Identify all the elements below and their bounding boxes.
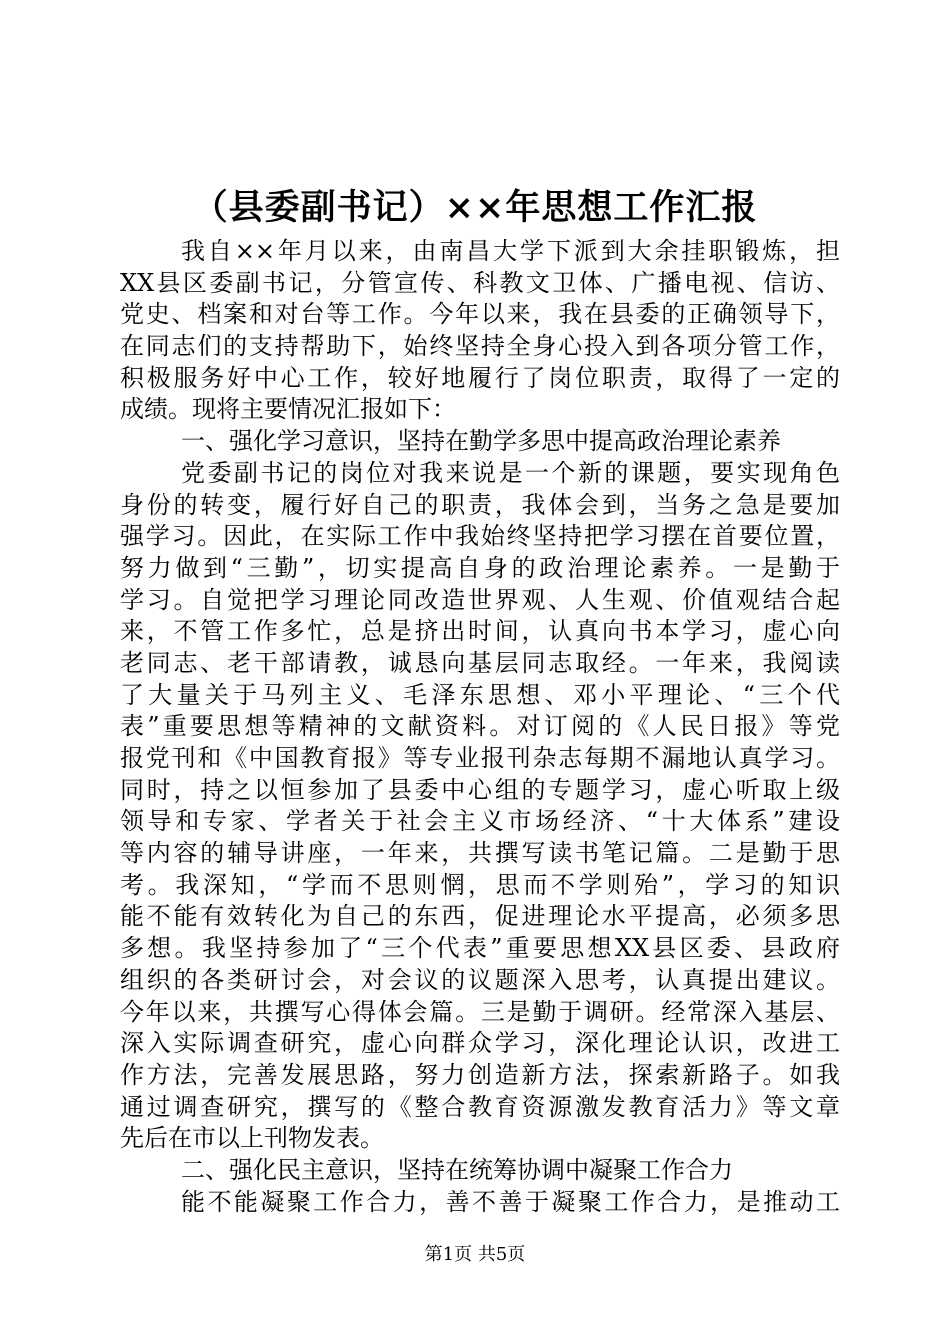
section-heading: 一、强化学习意识，坚持在勤学多思中提高政治理论素养 [181, 427, 781, 456]
paragraph-line: 来，不管工作多忙，总是挤出时间，认真向书本学习，虚心向 [120, 617, 840, 646]
paragraph-line: 学习。自觉把学习理论同改造世界观、人生观、价值观结合起 [120, 585, 840, 614]
paragraph-line: 作方法，完善发展思路，努力创造新方法，探索新路子。如我 [120, 1060, 840, 1089]
paragraph-line: 先后在市以上刊物发表。 [120, 1124, 384, 1153]
paragraph-line: 党委副书记的岗位对我来说是一个新的课题，要实现角色 [181, 458, 840, 487]
paragraph-line: 通过调查研究，撰写的《整合教育资源激发教育活力》等文章 [120, 1092, 840, 1121]
document-body [120, 236, 840, 1218]
paragraph-line: XX县区委副书记，分管宣传、科教文卫体、广播电视、信访、 [120, 268, 840, 297]
document-title: （县委副书记）××年思想工作汇报 [192, 187, 758, 228]
paragraph-line: 身份的转变，履行好自己的职责，我体会到，当务之急是要加 [120, 490, 840, 519]
paragraph-line: 在同志们的支持帮助下，始终坚持全身心投入到各项分管工作， [120, 332, 840, 361]
paragraph-line: 等内容的辅导讲座，一年来，共撰写读书笔记篇。二是勤于思 [120, 839, 840, 868]
paragraph-line: 考。我深知，“学而不思则惘，思而不学则殆”，学习的知识 [120, 870, 840, 899]
section-heading: 二、强化民主意识，坚持在统筹协调中凝聚工作合力 [181, 1155, 733, 1184]
paragraph-line: 报党刊和《中国教育报》等专业报刊杂志每期不漏地认真学习。 [120, 744, 840, 772]
paragraph-line: 党史、档案和对台等工作。今年以来，我在县委的正确领导下， [120, 300, 840, 329]
paragraph-line: 能不能有效转化为自己的东西，促进理论水平提高，必须多思 [120, 902, 840, 931]
paragraph-line: 多想。我坚持参加了“三个代表”重要思想XX县区委、县政府 [120, 934, 840, 963]
paragraph-line: 同时，持之以恒参加了县委中心组的专题学习，虚心听取上级 [120, 775, 840, 804]
paragraph-line: 努力做到“三勤”，切实提高自身的政治理论素养。一是勤于 [120, 553, 840, 582]
paragraph-line: 领导和专家、学者关于社会主义市场经济、“十大体系”建设 [120, 807, 840, 836]
page-footer: 第1页 共5页 [424, 1244, 526, 1265]
paragraph-line: 能不能凝聚工作合力，善不善于凝聚工作合力，是推动工 [181, 1187, 840, 1216]
paragraph-line: 强学习。因此，在实际工作中我始终坚持把学习摆在首要位置， [120, 522, 840, 551]
paragraph-line: 组织的各类研讨会，对会议的议题深入思考，认真提出建议。 [120, 965, 840, 994]
paragraph-line: 积极服务好中心工作，较好地履行了岗位职责，取得了一定的 [120, 363, 840, 392]
paragraph-line: 老同志、老干部请教，诚恳向基层同志取经。一年来，我阅读 [120, 648, 840, 677]
paragraph-line: 今年以来，共撰写心得体会篇。三是勤于调研。经常深入基层、 [120, 997, 840, 1026]
paragraph-line: 成绩。现将主要情况汇报如下： [120, 395, 456, 424]
paragraph-line: 深入实际调查研究，虚心向群众学习，深化理论认识，改进工 [120, 1029, 840, 1058]
paragraph-line: 了大量关于马列主义、毛泽东思想、邓小平理论、“三个代 [120, 680, 840, 709]
paragraph-line: 我自××年月以来，由南昌大学下派到大余挂职锻炼，担 [181, 237, 840, 265]
paragraph-line: 表”重要思想等精神的文献资料。对订阅的《人民日报》等党 [120, 712, 840, 741]
